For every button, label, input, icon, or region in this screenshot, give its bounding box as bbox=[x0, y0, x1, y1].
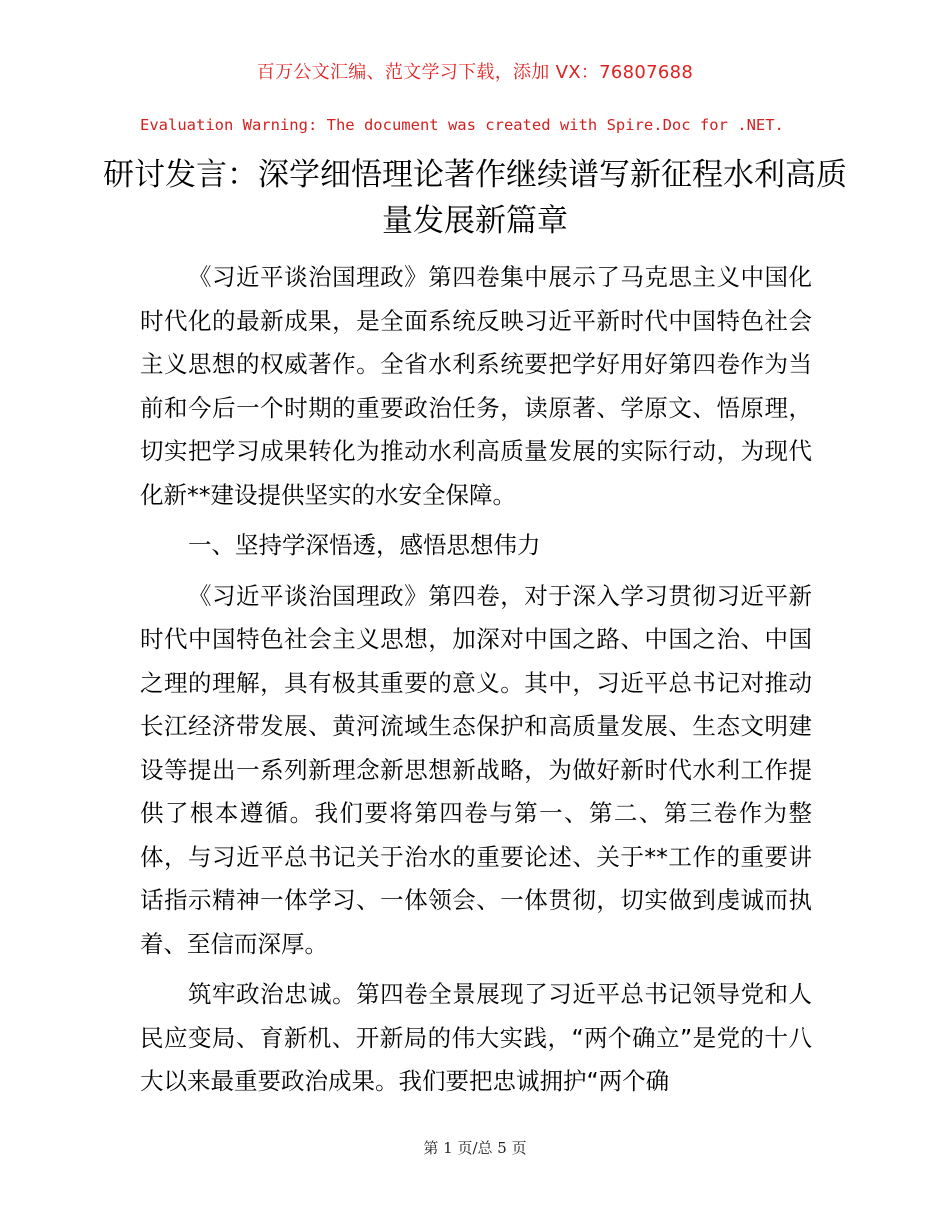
evaluation-warning: Evaluation Warning: The document was created with Spire.Doc for .NET. bbox=[140, 116, 784, 134]
section-heading-1: 一、坚持学深悟透，感悟思想伟力 bbox=[188, 531, 541, 559]
paragraph-intro: 《习近平谈治国理政》第四卷集中展示了马克思主义中国化时代化的最新成果，是全面系统反映习近平新时代中国特色社会主义思想的权威著作。全省水利系统要把学好用好第四卷作为当前和今后一个时期的重要政治任务，读原著、学原文、悟原理，切实把学习成果转化为推动水利高质量发展的实际行动，为现代化新**建设提供坚实的水安全保障。 bbox=[140, 263, 812, 509]
page-title: 研讨发言：深学细悟理论著作继续谱写新征程水利高质量发展新篇章 bbox=[103, 157, 847, 239]
document-body bbox=[140, 256, 812, 1111]
header-ad-text: 百万公文汇编、范文学习下载，添加 VX：76807688 bbox=[256, 62, 694, 83]
paragraph-political-loyalty: 筑牢政治忠诚。第四卷全景展现了习近平总书记领导党和人民应变局、育新机、开新局的伟大实践，“两个确立”是党的十八大以来最重要政治成果。我们要把忠诚拥护“两个确 bbox=[140, 980, 812, 1095]
page-number-footer: 第 1 页/总 5 页 bbox=[423, 1139, 527, 1157]
paragraph-section-1: 《习近平谈治国理政》第四卷，对于深入学习贯彻习近平新时代中国特色社会主义思想，加深对中国之路、中国之治、中国之理的理解，具有极其重要的意义。其中，习近平总书记对推动长江经济带发展、黄河流域生态保护和高质量发展、生态文明建设等提出一系列新理念新思想新战略，为做好新时代水利工作提供了根本遵循。我们要将第四卷与第一、第二、第三卷作为整体，与习近平总书记关于治水的重要论述、关于**工作的重要讲话指示精神一体学习、一体领会、一体贯彻，切实做到虔诚而执着、至信而深厚。 bbox=[140, 581, 812, 958]
